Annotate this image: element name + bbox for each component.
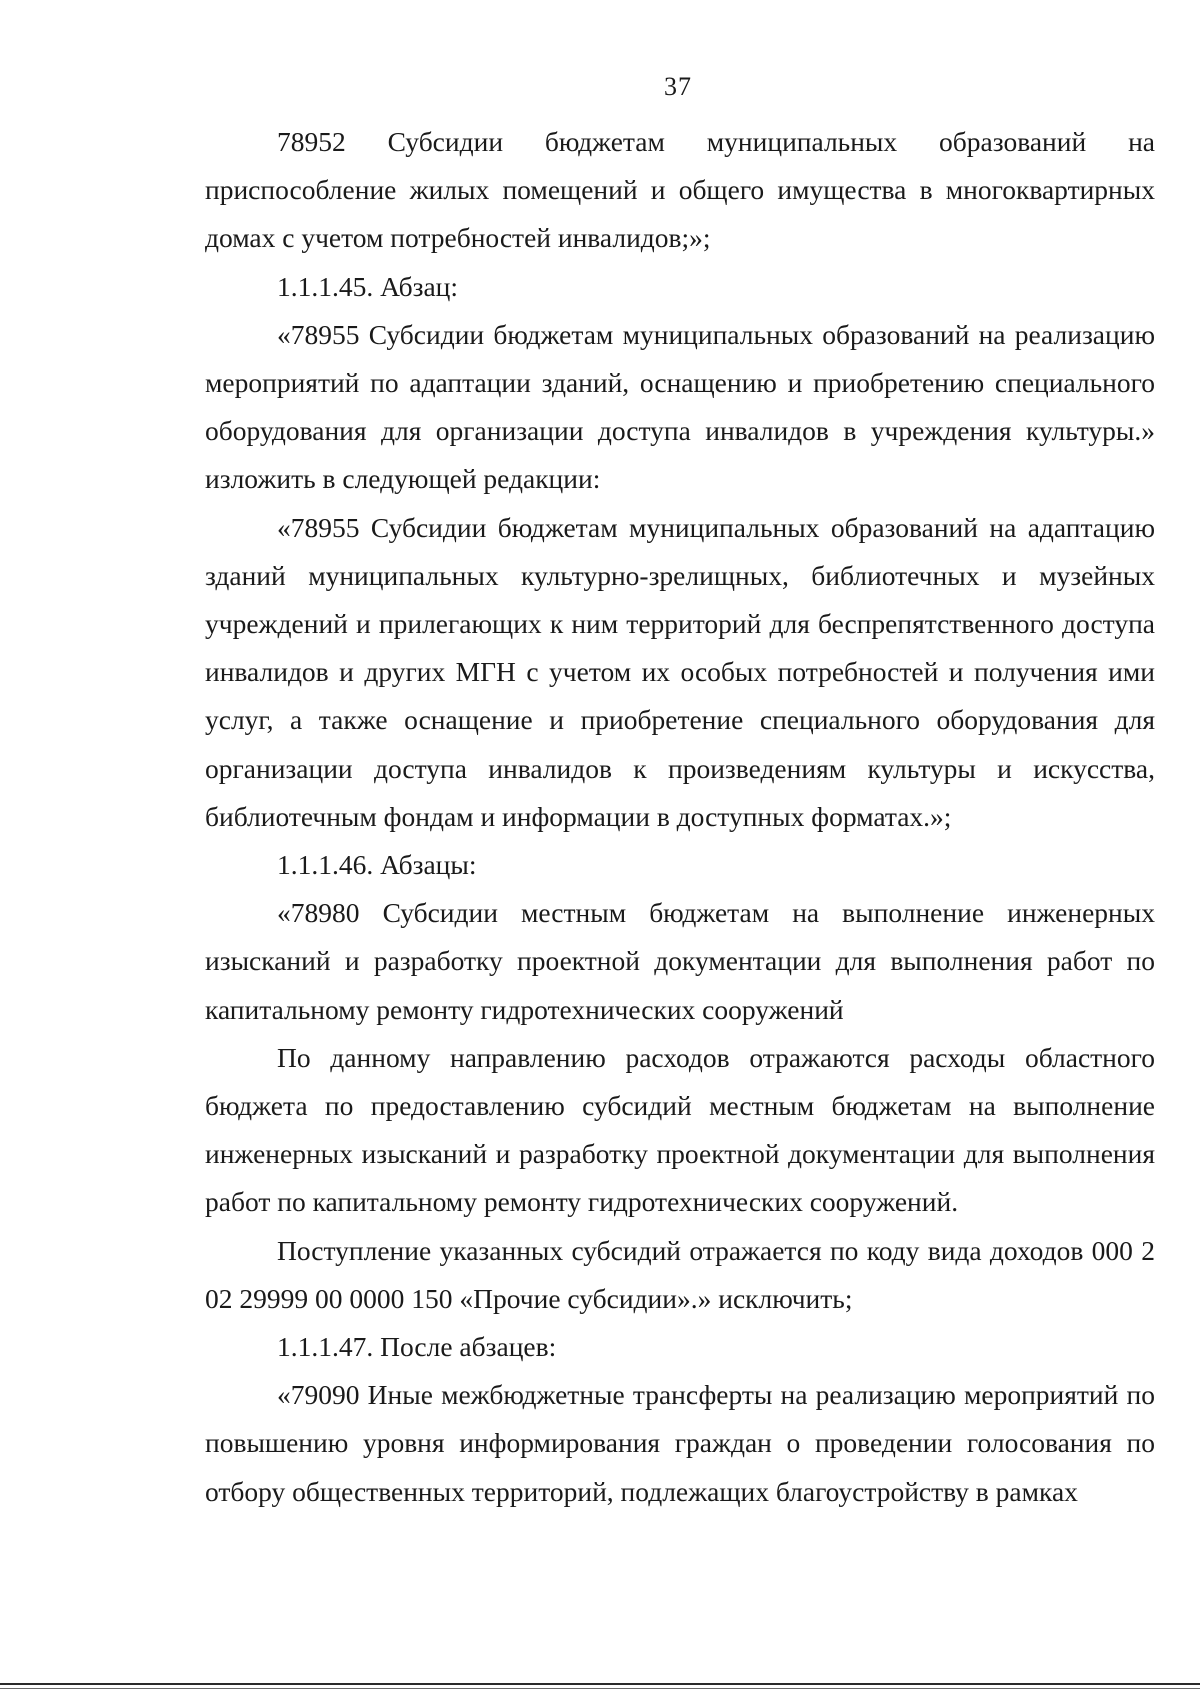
paragraph-78955-new: «78955 Субсидии бюджетам муниципальных образований на адаптацию зданий муниципальных культурно-зрелищных, библиотечных и музейных учреждений и прилегающих к ним территорий для беспрепятственного доступа инвалидов и других МГН с учетом их особых потребностей и получения ими услуг, а также оснащение и приобретение специального оборудования для организации доступа инвалидов к произведениям культуры и искусства, библиотечным фондам и информации в доступных форматах.»; (205, 511, 1155, 832)
section-heading-1-1-1-47: 1.1.1.47. После абзацев: (277, 1331, 557, 1363)
paragraph-78952: 78952 Субсидии бюджетам муниципальных образований на приспособление жилых помещений и общего имущества в многоквартирных домах с учетом потребностей инвалидов;»; (205, 126, 1155, 254)
section-heading-1-1-1-45: 1.1.1.45. Абзац: (277, 270, 459, 302)
scan-bottom-edge-shadow (0, 1688, 1200, 1689)
paragraph-78980: «78980 Субсидии местным бюджетам на выполнение инженерных изысканий и разработку проектной документации для выполнения работ по капитальному ремонту гидротехнических сооружений (205, 897, 1155, 1025)
paragraph-expenses: По данному направлению расходов отражаются расходы областного бюджета по предоставлению субсидий местным бюджетам на выполнение инженерных изысканий и разработку проектной документации для выполнения работ по капитальному ремонту гидротехнических сооружений. (205, 1041, 1155, 1218)
page-number: 37 (664, 72, 692, 101)
paragraph-income-code: Поступление указанных субсидий отражается по коду вида доходов 000 2 02 29999 00 0000 150 «Прочие субсидии».» исключить; (205, 1234, 1155, 1314)
paragraph-78955-old: «78955 Субсидии бюджетам муниципальных образований на реализацию мероприятий по адаптации зданий, оснащению и приобретению специального оборудования для организации доступа инвалидов в учреждения культуры.» изложить в следующей редакции: (205, 318, 1155, 495)
paragraph-79090: «79090 Иные межбюджетные трансферты на реализацию мероприятий по повышению уровня информирования граждан о проведении голосования по отбору общественных территорий, подлежащих благоустройству в рамках (205, 1379, 1155, 1507)
document-body (205, 118, 1155, 1516)
scan-bottom-edge (0, 1683, 1200, 1685)
section-heading-1-1-1-46: 1.1.1.46. Абзацы: (277, 849, 477, 881)
